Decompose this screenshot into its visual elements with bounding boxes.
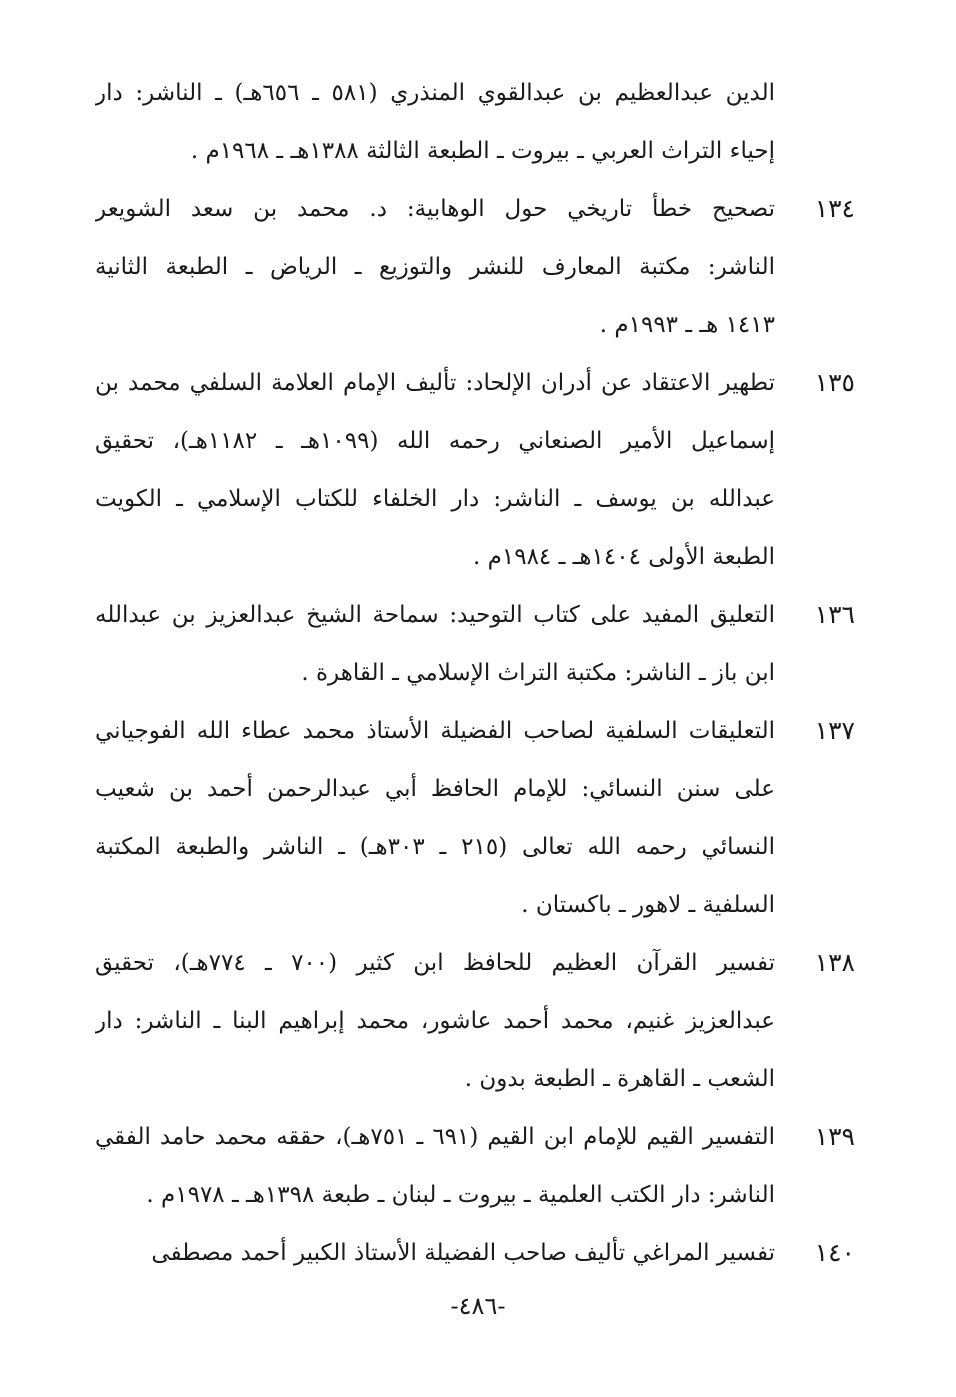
entry-line: على سنن النسائي: للإمام الحافظ أبي عبدالرحمن أحمد بن شعيب: [95, 776, 775, 802]
entry-line: إسماعيل الأمير الصنعاني رحمه الله (١٠٩٩هـ ـ ١١٨٢هـ)، تحقيق: [95, 428, 775, 454]
entry-number: ١٣٤: [814, 194, 855, 223]
entry-line: تصحيح خطأ تاريخي حول الوهابية: د. محمد بن سعد الشويعر: [95, 196, 775, 222]
entry-line: التعليقات السلفية لصاحب الفضيلة الأستاذ محمد عطاء الله الفوجياني: [95, 718, 775, 744]
bibliography-entry: [95, 1224, 855, 1282]
entry-line: إحياء التراث العربي ـ بيروت ـ الطبعة الثالثة ١٣٨٨هـ ـ ١٩٦٨م .: [190, 138, 775, 164]
entry-number: ١٣٩: [814, 1122, 855, 1151]
entry-line: الشعب ـ القاهرة ـ الطبعة بدون .: [464, 1066, 775, 1092]
entry-line: تطهير الاعتقاد عن أدران الإلحاد: تأليف الإمام العلامة السلفي محمد بن: [95, 370, 775, 396]
entry-number: ١٣٧: [814, 716, 855, 745]
bibliography-entry: [95, 180, 855, 354]
bibliography-entry: [95, 354, 855, 586]
bibliography-entry-continuation: [95, 64, 855, 180]
entry-line: ١٤١٣ هـ ـ ١٩٩٣م .: [599, 312, 775, 338]
entry-line: السلفية ـ لاهور ـ باكستان .: [521, 892, 775, 918]
entry-text: [95, 586, 775, 702]
entry-line: ابن باز ـ الناشر: مكتبة التراث الإسلامي ـ القاهرة .: [301, 660, 775, 686]
entry-text: [95, 702, 775, 934]
entry-line: تفسير القرآن العظيم للحافظ ابن كثير (٧٠٠ ـ ٧٧٤هـ)، تحقيق: [95, 950, 775, 976]
bibliography-entry: [95, 586, 855, 702]
bibliography-entry: [95, 934, 855, 1108]
entry-line: تفسير المراغي تأليف صاحب الفضيلة الأستاذ الكبير أحمد مصطفى: [151, 1240, 775, 1266]
entry-line: عبدالله بن يوسف ـ الناشر: دار الخلفاء للكتاب الإسلامي ـ الكويت: [95, 486, 775, 512]
entry-text: [95, 180, 775, 354]
entry-text: [95, 1224, 775, 1282]
entry-line: الطبعة الأولى ١٤٠٤هـ ـ ١٩٨٤م .: [473, 544, 775, 570]
bibliography-entry: [95, 702, 855, 934]
entry-text: [95, 1108, 775, 1224]
bibliography-list: [95, 64, 855, 1282]
entry-number: ١٣٨: [814, 948, 855, 977]
entry-text: [95, 934, 775, 1108]
entry-text: [95, 64, 775, 180]
entry-line: الدين عبدالعظيم بن عبدالقوي المنذري (٥٨١ ـ ٦٥٦هـ) ـ الناشر: دار: [95, 80, 775, 106]
bibliography-entry: [95, 1108, 855, 1224]
entry-line: عبدالعزيز غنيم، محمد أحمد عاشور، محمد إبراهيم البنا ـ الناشر: دار: [95, 1008, 775, 1034]
entry-line: الناشر: مكتبة المعارف للنشر والتوزيع ـ الرياض ـ الطبعة الثانية: [95, 254, 775, 280]
entry-text: [95, 354, 775, 586]
entry-number: ١٣٥: [814, 368, 855, 397]
entry-line: الناشر: دار الكتب العلمية ـ بيروت ـ لبنان ـ طبعة ١٣٩٨هـ ـ ١٩٧٨م .: [146, 1182, 775, 1208]
entry-number: ١٣٦: [814, 600, 855, 629]
entry-line: التفسير القيم للإمام ابن القيم (٦٩١ ـ ٧٥١هـ)، حققه محمد حامد الفقي: [95, 1124, 775, 1150]
entry-number: ١٤٠: [814, 1238, 855, 1267]
entry-line: النسائي رحمه الله تعالى (٢١٥ ـ ٣٠٣هـ) ـ الناشر والطبعة المكتبة: [95, 834, 775, 860]
page-number: -٤٨٦-: [450, 1292, 506, 1320]
entry-line: التعليق المفيد على كتاب التوحيد: سماحة الشيخ عبدالعزيز بن عبدالله: [95, 602, 775, 628]
